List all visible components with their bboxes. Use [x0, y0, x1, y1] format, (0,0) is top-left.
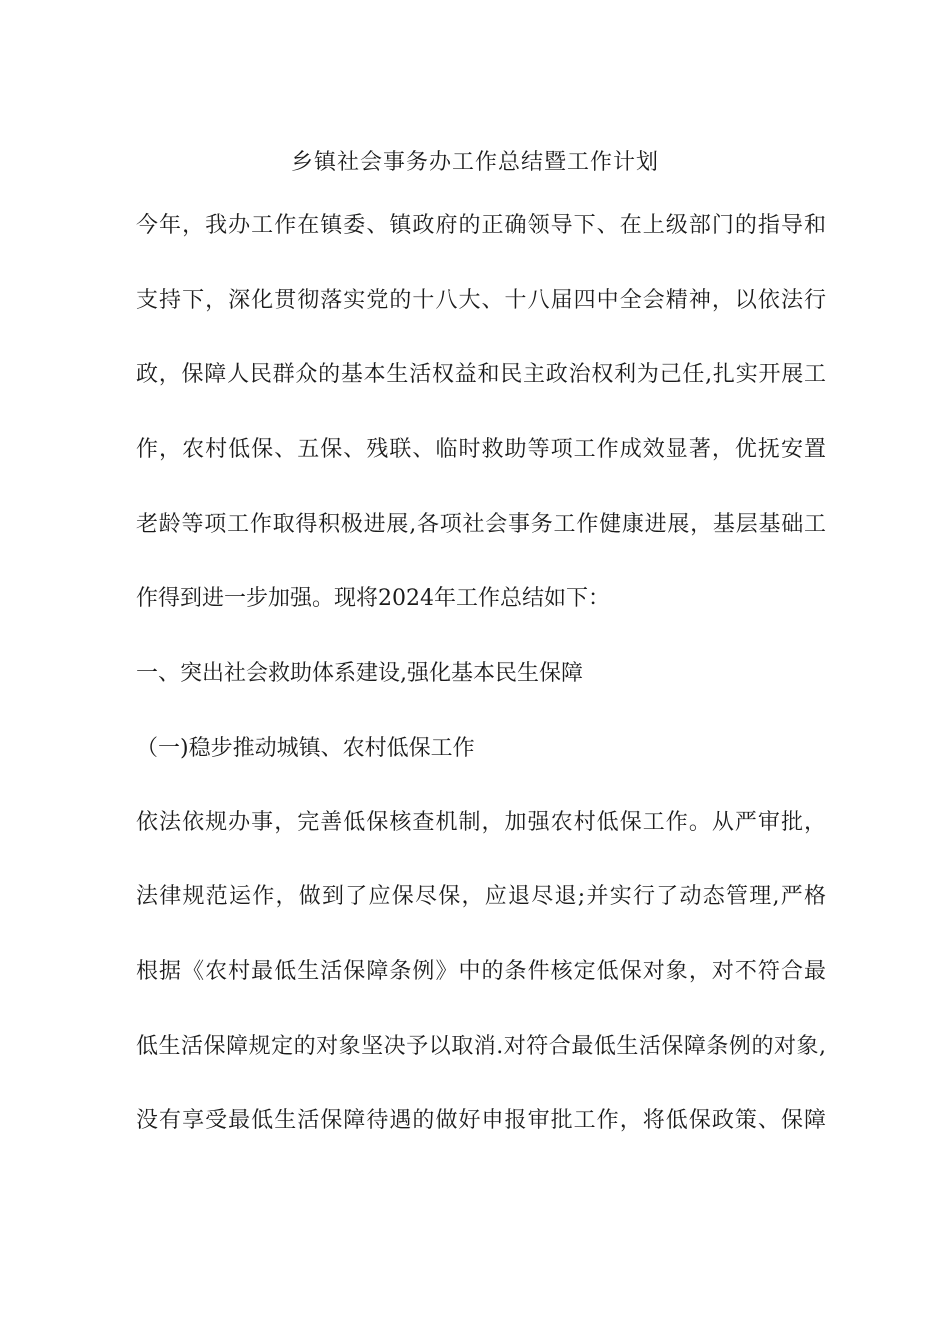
subsection-heading: （一)稳步推动城镇、农村低保工作: [136, 736, 475, 761]
intro-line-3: 政，保障人民群众的基本生活权益和民主政治权利为己任,扎实开展工: [136, 362, 826, 387]
body-line-2: 法律规范运作，做到了应保尽保，应退尽退;并实行了动态管理,严格: [136, 884, 826, 909]
body-line-1: 依法依规办事，完善低保核查机制，加强农村低保工作。从严审批，: [136, 810, 826, 835]
intro-line-6: 作得到进一步加强。现将2024年工作总结如下：: [136, 586, 610, 611]
intro-line-2: 支持下，深化贯彻落实党的十八大、十八届四中全会精神，以依法行: [136, 288, 826, 313]
section-heading: 一、突出社会救助体系建设,强化基本民生保障: [136, 661, 583, 686]
intro-line-1: 今年，我办工作在镇委、镇政府的正确领导下、在上级部门的指导和: [136, 213, 826, 238]
intro-line-4: 作，农村低保、五保、残联、临时救助等项工作成效显著，优抚安置: [136, 437, 826, 462]
body-line-4: 低生活保障规定的对象坚决予以取消.对符合最低生活保障条例的对象,: [136, 1034, 826, 1059]
body-line-5: 没有享受最低生活保障待遇的做好申报审批工作，将低保政策、保障: [136, 1108, 826, 1133]
intro-line-5: 老龄等项工作取得积极进展,各项社会事务工作健康进展，基层基础工: [136, 512, 826, 537]
document-title: 乡镇社会事务办工作总结暨工作计划: [290, 150, 659, 175]
body-line-3: 根据《农村最低生活保障条例》中的条件核定低保对象，对不符合最: [136, 959, 826, 984]
